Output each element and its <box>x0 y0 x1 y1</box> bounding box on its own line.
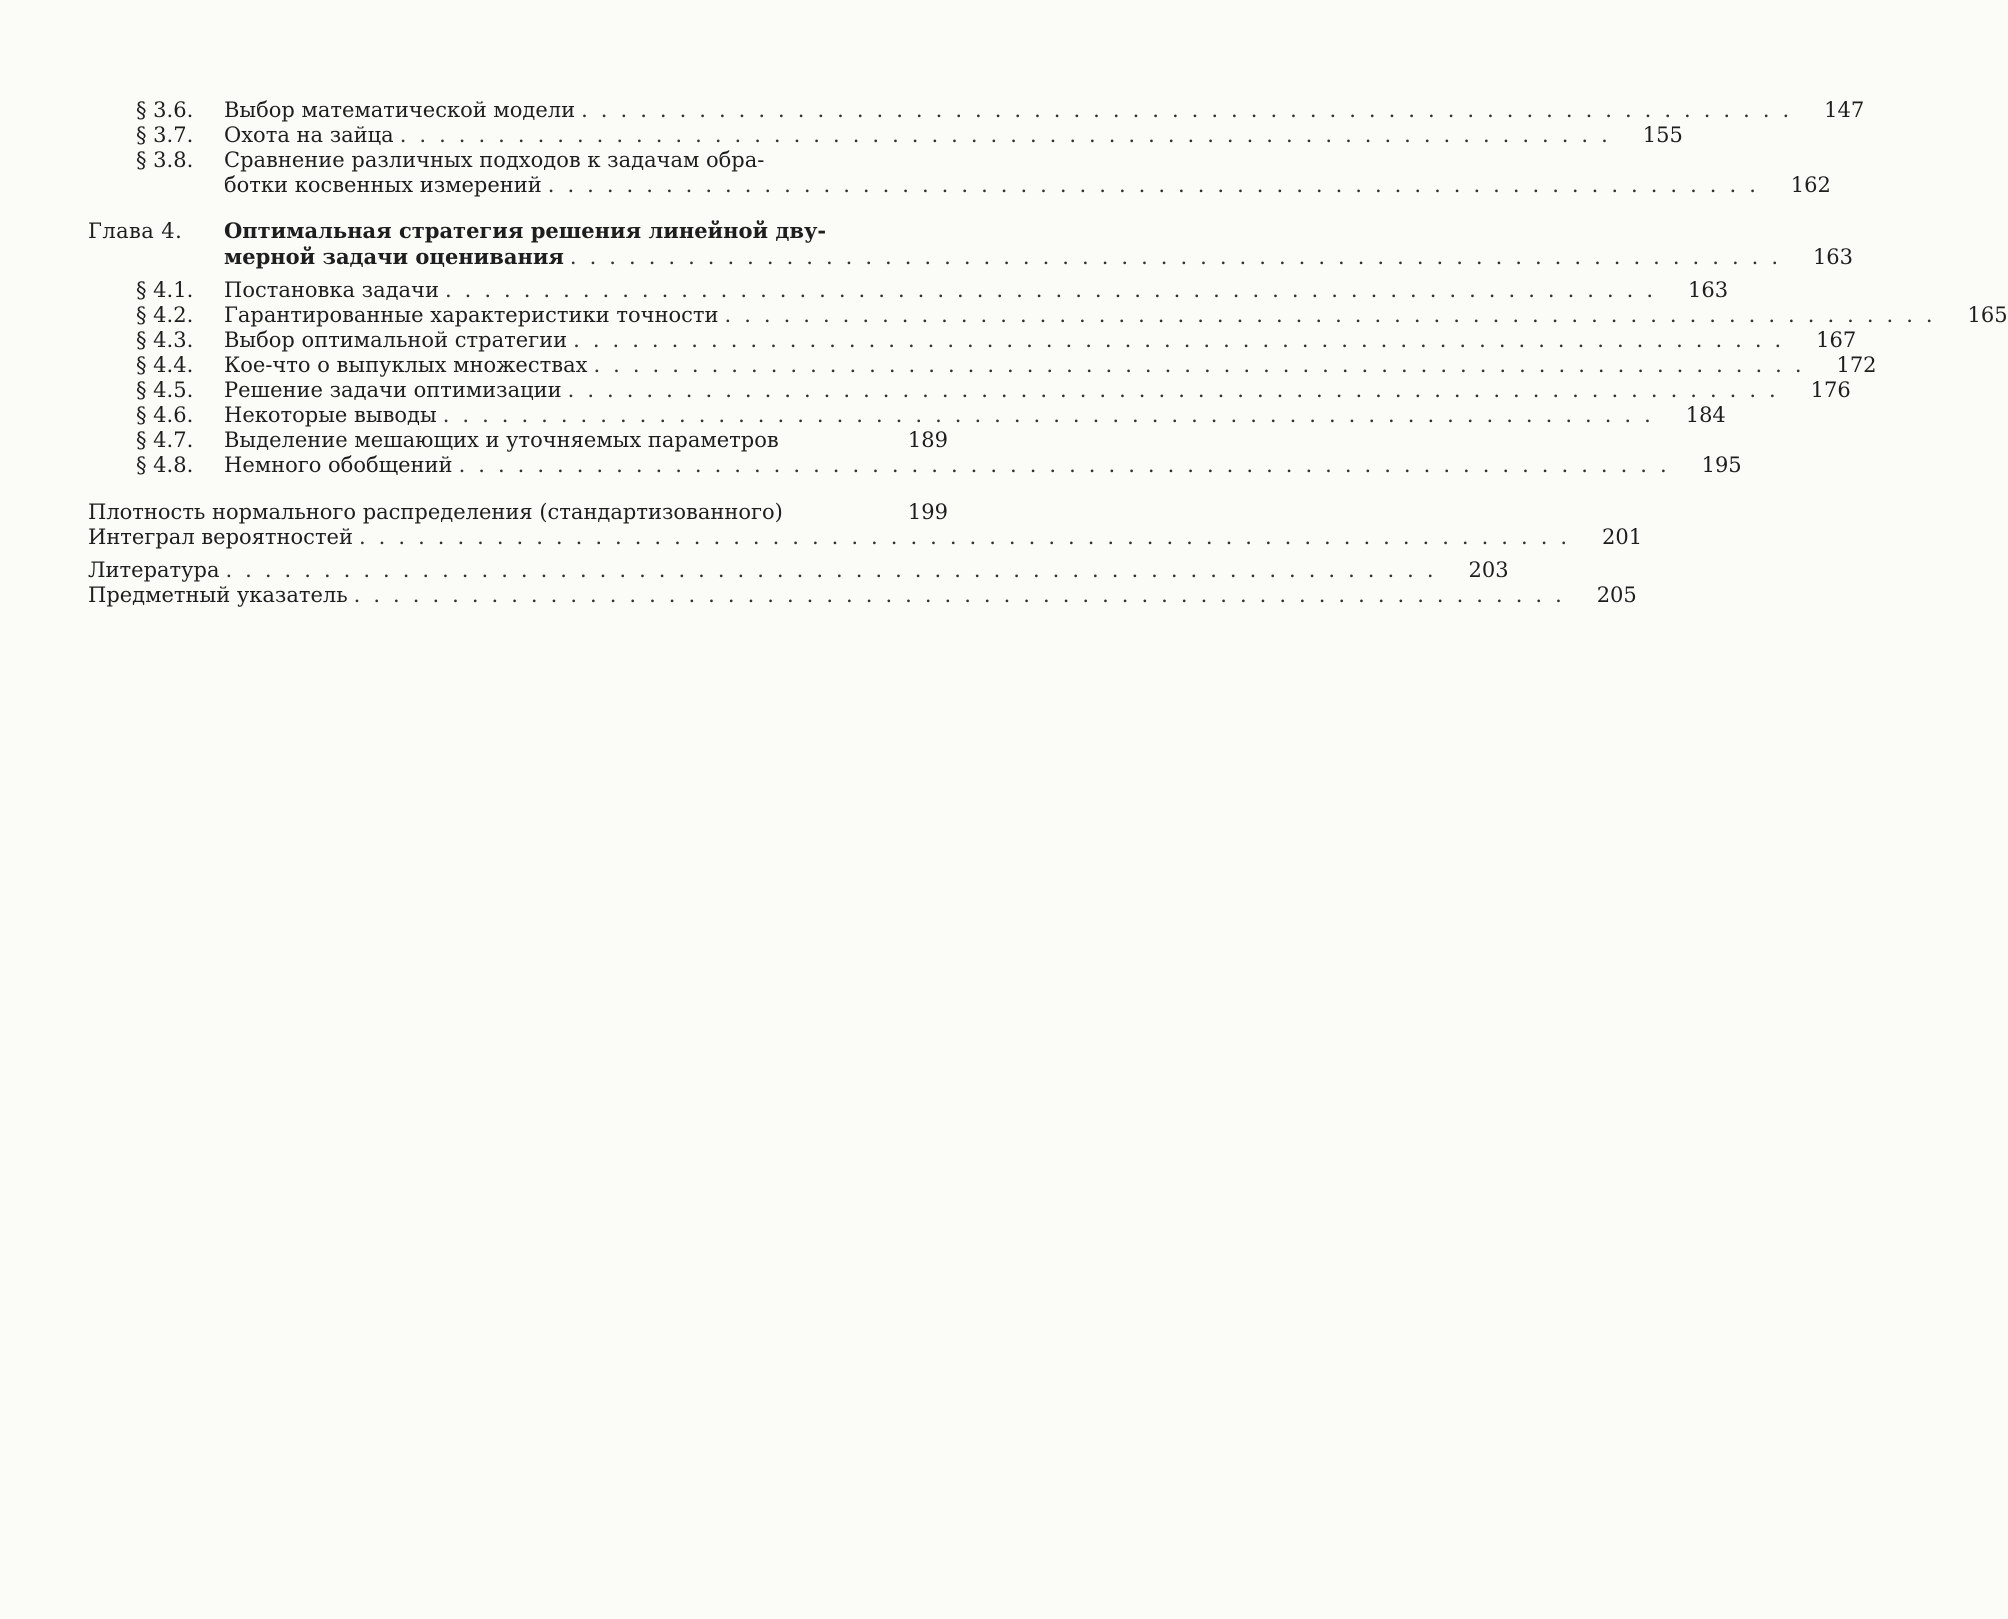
page-number: 147 <box>1824 98 1865 122</box>
section-title: Кое-что о выпуклых множествах <box>224 353 588 377</box>
page-number: 189 <box>907 428 948 452</box>
dot-leader: .............................................................. <box>458 453 1680 477</box>
table-of-contents <box>88 98 2008 608</box>
toc-entry-4-2 <box>88 303 2008 328</box>
toc-entry-3-8-line-1 <box>88 148 948 173</box>
dot-leader: .............................................................. <box>593 353 1815 377</box>
literature-title: Литература <box>88 558 220 582</box>
page-number: 205 <box>1596 583 1637 607</box>
section-number: § 4.6. <box>136 403 194 427</box>
page-number: 176 <box>1810 378 1851 402</box>
appendix-title: Интеграл вероятностей <box>88 525 353 549</box>
section-number: § 4.1. <box>136 278 194 302</box>
toc-subject-index <box>88 583 1637 608</box>
section-title: Решение задачи оптимизации <box>224 378 562 402</box>
page-number: 172 <box>1836 353 1877 377</box>
section-number: § 4.3. <box>136 328 194 352</box>
chapter-title-continued: мерной задачи оценивания <box>224 244 564 269</box>
toc-entry-3-6 <box>88 98 1865 123</box>
toc-chapter-4-line-1 <box>88 218 948 244</box>
section-number: § 3.7. <box>136 123 194 147</box>
section-title: Сравнение различных подходов к задачам обра- <box>224 148 765 172</box>
toc-entry-4-4 <box>88 353 1877 378</box>
section-title: Постановка задачи <box>224 278 439 302</box>
appendix-title: Плотность нормального распределения (стандартизованного) <box>88 500 783 524</box>
toc-entry-4-7 <box>88 428 948 453</box>
section-number: § 4.2. <box>136 303 194 327</box>
dot-leader: .............................................................. <box>569 245 1792 269</box>
dot-leader: .............................................................. <box>225 558 1447 582</box>
section-title: Охота на зайца <box>224 123 394 147</box>
dot-leader: .............................................................. <box>399 123 1621 147</box>
section-title: Некоторые выводы <box>224 403 437 427</box>
chapter-title: Оптимальная стратегия решения линейной дву- <box>224 218 827 243</box>
toc-entry-3-7 <box>88 123 1683 148</box>
page-number: 201 <box>1602 525 1643 549</box>
dot-leader: .............................................................. <box>353 583 1575 607</box>
toc-entry-4-3 <box>88 328 1857 353</box>
page-number: 203 <box>1468 558 1509 582</box>
dot-leader: .............................................................. <box>444 278 1667 302</box>
section-number: § 3.6. <box>136 98 194 122</box>
subject-index-title: Предметный указатель <box>88 583 348 607</box>
page-number: 163 <box>1687 278 1729 302</box>
dot-leader: .............................................................. <box>567 378 1789 402</box>
toc-literature <box>88 558 1509 583</box>
section-title-continued: ботки косвенных измерений <box>224 173 542 197</box>
page-number: 165 <box>1967 303 2008 327</box>
toc-appendix-density <box>88 500 948 525</box>
toc-entry-4-6 <box>88 403 1726 428</box>
toc-entry-4-5 <box>88 378 1851 403</box>
page-number: 155 <box>1642 123 1683 147</box>
dot-leader: .............................................................. <box>573 328 1795 352</box>
section-title: Выделение мешающих и уточняемых параметров <box>224 428 779 452</box>
dot-leader: .............................................................. <box>358 525 1581 549</box>
page-number: 184 <box>1685 403 1726 427</box>
section-number: § 4.8. <box>136 453 194 477</box>
section-title: Гарантированные характеристики точности <box>224 303 719 327</box>
toc-chapter-4-line-2 <box>88 244 1854 270</box>
section-number: § 4.7. <box>136 428 194 452</box>
page-number: 162 <box>1790 173 1831 197</box>
toc-entry-4-1 <box>88 278 1729 303</box>
section-title: Выбор оптимальной стратегии <box>224 328 568 352</box>
toc-appendix-integral <box>88 525 1643 550</box>
page-number: 199 <box>907 500 948 524</box>
dot-leader: .............................................................. <box>581 98 1803 122</box>
page-number: 195 <box>1701 453 1742 477</box>
section-title: Выбор математической модели <box>224 98 576 122</box>
toc-entry-3-8-line-2 <box>88 173 1831 198</box>
page-number: 167 <box>1816 328 1857 352</box>
section-number: § 4.4. <box>136 353 194 377</box>
section-number: § 3.8. <box>136 148 194 172</box>
section-title: Немного обобщений <box>224 453 453 477</box>
dot-leader: .............................................................. <box>547 173 1769 197</box>
page-number: 163 <box>1812 245 1854 269</box>
dot-leader: .............................................................. <box>724 303 1946 327</box>
dot-leader: .............................................................. <box>442 403 1664 427</box>
chapter-number: Глава 4. <box>88 219 183 243</box>
toc-entry-4-8 <box>88 453 1742 478</box>
section-number: § 4.5. <box>136 378 194 402</box>
